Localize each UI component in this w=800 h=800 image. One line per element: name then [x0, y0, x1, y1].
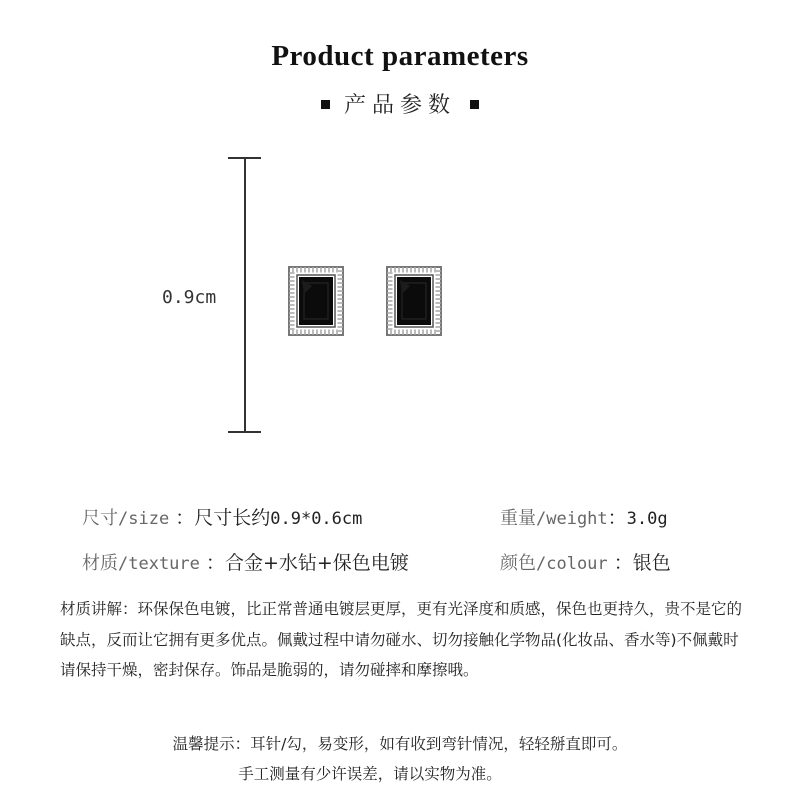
- subtitle-text: 产品参数: [343, 93, 456, 118]
- spec-colour-sep: ：: [607, 552, 633, 574]
- spec-texture-sep: ：: [199, 552, 225, 574]
- spec-texture: [82, 548, 409, 575]
- spec-size-value-mono: 0.9*0.6cm: [270, 509, 363, 529]
- dimension-line: [244, 158, 246, 432]
- dimension-label: 0.9cm: [162, 287, 217, 308]
- dimension-cap-bottom: [228, 431, 261, 433]
- spec-weight-label-cn: 重量: [500, 508, 536, 529]
- tip-line-2: 手工测量有少许误差，请以实物为准。: [238, 765, 502, 783]
- spec-weight-label-en: /weight: [536, 509, 608, 529]
- spec-size-sep: ：: [169, 507, 195, 529]
- spec-texture-label-cn: 材质: [82, 553, 118, 574]
- earring-right-image: [386, 266, 442, 336]
- square-bullet-icon: [470, 100, 479, 109]
- spec-size-label-cn: 尺寸: [82, 508, 118, 529]
- spec-weight: [500, 503, 668, 530]
- square-bullet-icon: [321, 100, 330, 109]
- page-title: Product parameters: [271, 40, 529, 72]
- tip-line-1: 温馨提示：耳针/勾，易变形，如有收到弯针情况，轻轻掰直即可。: [172, 735, 628, 753]
- spec-size-value: 尺寸长约: [194, 507, 271, 529]
- material-description: 材质讲解：环保保色电镀，比正常普通电镀层更厚，更有光泽度和质感，保色也更持久，贵不是它的缺点，反而让它拥有更多优点。佩戴过程中请勿碰水、切勿接触化学物品(化妆品、香水等)不佩戴时请保持干燥，密封保存。饰品是脆弱的，请勿碰摔和摩擦哦。: [60, 600, 743, 679]
- spec-colour-label-en: /colour: [536, 554, 608, 574]
- spec-colour-label-cn: 颜色: [500, 553, 536, 574]
- page-subtitle: [0, 88, 800, 119]
- spec-colour: [500, 548, 671, 575]
- earring-left-image: [288, 266, 344, 336]
- spec-size-label-en: /size: [118, 509, 170, 529]
- spec-size: [82, 503, 362, 530]
- spec-texture-label-en: /texture: [118, 554, 200, 574]
- spec-weight-sep: ：: [607, 507, 627, 529]
- spec-texture-value: 合金+水钻+保色电镀: [224, 552, 409, 574]
- spec-colour-value: 银色: [632, 552, 671, 574]
- spec-weight-value: 3.0g: [626, 509, 668, 529]
